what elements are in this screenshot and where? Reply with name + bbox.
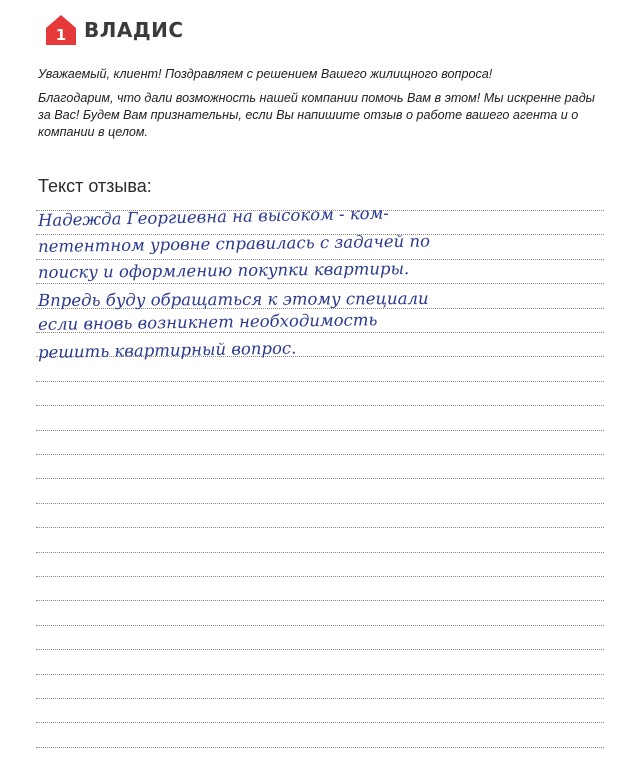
writing-line <box>36 454 604 455</box>
writing-line <box>36 430 604 431</box>
handwritten-line: Впредь буду обращаться к этому специали <box>37 288 429 310</box>
brand-name: ВЛАДИС <box>84 18 184 42</box>
thanks-text: Благодарим, что дали возможность нашей компании помочь Вам в этом! Мы искренне рады за Вас! Будем Вам признательны, если Вы напишите отзыв о работе вашего агента и о компании в целом. <box>38 91 595 139</box>
writing-line <box>36 552 604 553</box>
handwritten-line: петентном уровне справилась с задачей по <box>37 231 431 256</box>
writing-line <box>36 405 604 406</box>
writing-line <box>36 478 604 479</box>
writing-line <box>36 698 604 699</box>
writing-lines <box>36 0 604 768</box>
greeting-text: Уважаемый, клиент! Поздравляем с решением Вашего жилищного вопроса! <box>38 67 493 81</box>
writing-line <box>36 381 604 382</box>
handwritten-line: поиску и оформлению покупки квартиры. <box>37 259 410 282</box>
handwritten-line: если вновь возникнет необходимость <box>37 310 378 334</box>
writing-line <box>36 576 604 577</box>
writing-line <box>36 649 604 650</box>
handwritten-line: решить квартирный вопрос. <box>37 338 297 362</box>
writing-line <box>36 747 604 748</box>
writing-line <box>36 503 604 504</box>
logo-badge: 1 <box>55 26 67 44</box>
review-heading: Текст отзыва: <box>38 176 152 196</box>
handwritten-line: Надежда Георгиевна на высоком - ком- <box>37 203 390 230</box>
writing-line <box>36 527 604 528</box>
writing-line <box>36 283 604 284</box>
writing-line <box>36 600 604 601</box>
writing-line <box>36 722 604 723</box>
writing-line <box>36 674 604 675</box>
writing-line <box>36 625 604 626</box>
